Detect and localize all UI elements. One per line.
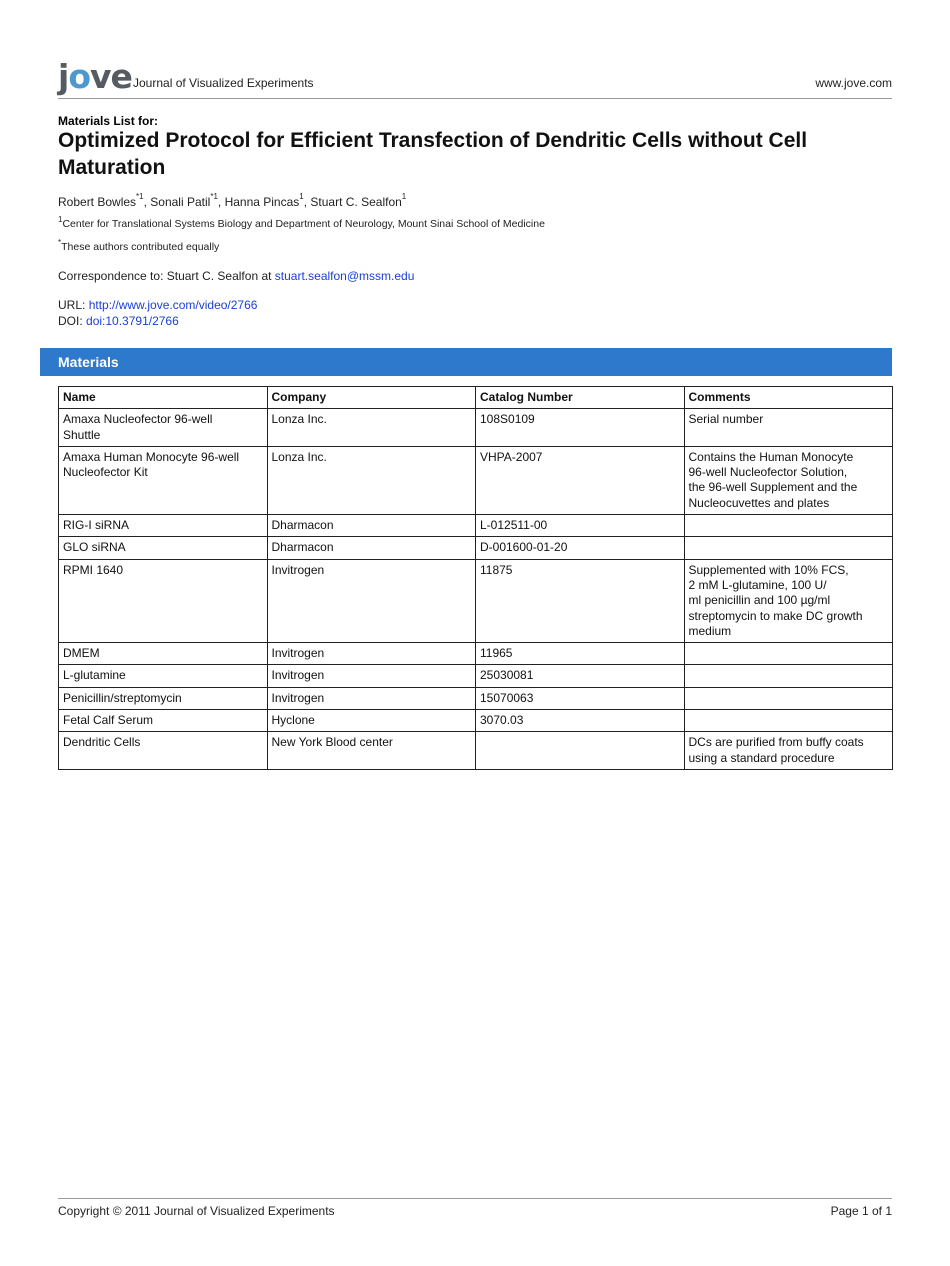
- site-url[interactable]: www.jove.com: [815, 76, 892, 90]
- cell-name: RPMI 1640: [59, 559, 268, 642]
- logo-wordmark: jove: [58, 57, 132, 96]
- materials-table: [58, 386, 893, 770]
- doi-line: [58, 314, 179, 328]
- affiliation: [58, 215, 545, 230]
- cell-catalog-number: 108S0109: [476, 409, 685, 447]
- author-separator: ,: [143, 195, 151, 209]
- author-name: Sonali Patil: [150, 195, 211, 209]
- correspondence-email-link[interactable]: stuart.sealfon@mssm.edu: [274, 269, 415, 283]
- author-list: [58, 192, 407, 209]
- cell-comments: [684, 687, 893, 709]
- cell-catalog-number: L-012511-00: [476, 515, 685, 537]
- cell-catalog-number: VHPA-2007: [476, 446, 685, 514]
- video-url-link[interactable]: http://www.jove.com/video/2766: [88, 298, 258, 312]
- author-separator: ,: [303, 195, 311, 209]
- url-label: URL:: [58, 298, 89, 312]
- cell-comments: [684, 515, 893, 537]
- cell-name: Amaxa Nucleofector 96-well Shuttle: [59, 409, 268, 447]
- page-footer: [58, 1198, 892, 1218]
- equal-contribution-note: [58, 238, 220, 253]
- cell-name: Penicillin/streptomycin: [59, 687, 268, 709]
- cell-comments: Contains the Human Monocyte 96-well Nucleofector Solution, the 96-well Supplement and the Nucleocuvettes and plates: [684, 446, 893, 514]
- author-affiliation-mark: 1: [401, 192, 407, 201]
- materials-section-header: [40, 348, 892, 376]
- doi-label: DOI:: [58, 314, 87, 328]
- url-line: [58, 298, 257, 312]
- author-name: Stuart C. Sealfon: [310, 195, 402, 209]
- cell-company: Lonza Inc.: [267, 409, 476, 447]
- cell-comments: Serial number: [684, 409, 893, 447]
- cell-name: L-glutamine: [59, 665, 268, 687]
- column-header-company: Company: [267, 387, 476, 409]
- correspondence: [58, 269, 414, 283]
- cell-name: DMEM: [59, 643, 268, 665]
- table-row: [59, 665, 893, 687]
- table-row: [59, 732, 893, 770]
- table-row: [59, 515, 893, 537]
- table-body: [59, 409, 893, 770]
- author-separator: ,: [217, 195, 225, 209]
- jove-logo[interactable]: [58, 57, 132, 96]
- author-affiliation-mark: *1: [210, 192, 218, 201]
- equal-mark: *: [58, 238, 62, 247]
- cell-comments: DCs are purified from buffy coats using a standard procedure: [684, 732, 893, 770]
- cell-comments: [684, 665, 893, 687]
- section-title: Materials: [58, 354, 119, 370]
- page-number: Page 1 of 1: [830, 1204, 892, 1218]
- author-affiliation-mark: 1: [299, 192, 304, 201]
- cell-company: Hyclone: [267, 710, 476, 732]
- correspondence-prefix: Correspondence to: Stuart C. Sealfon at: [58, 269, 275, 283]
- cell-name: RIG-I siRNA: [59, 515, 268, 537]
- cell-company: Invitrogen: [267, 643, 476, 665]
- affiliation-mark: 1: [58, 215, 63, 224]
- cell-catalog-number: 3070.03: [476, 710, 685, 732]
- copyright: Copyright © 2011 Journal of Visualized Experiments: [58, 1204, 335, 1218]
- equal-text: These authors contributed equally: [61, 241, 220, 253]
- cell-catalog-number: 11875: [476, 559, 685, 642]
- cell-comments: [684, 643, 893, 665]
- cell-catalog-number: 15070063: [476, 687, 685, 709]
- author-affiliation-mark: *1: [136, 192, 144, 201]
- table-row: [59, 710, 893, 732]
- author-name: Robert Bowles: [58, 195, 137, 209]
- cell-company: Lonza Inc.: [267, 446, 476, 514]
- cell-comments: Supplemented with 10% FCS, 2 mM L-glutamine, 100 U/ ml penicillin and 100 µg/ml streptomycin to make DC growth medium: [684, 559, 893, 642]
- table-row: [59, 643, 893, 665]
- table-row: [59, 559, 893, 642]
- table-header-row: [59, 387, 893, 409]
- cell-catalog-number: D-001600-01-20: [476, 537, 685, 559]
- cell-name: Fetal Calf Serum: [59, 710, 268, 732]
- cell-company: Invitrogen: [267, 665, 476, 687]
- cell-name: Dendritic Cells: [59, 732, 268, 770]
- cell-company: Invitrogen: [267, 559, 476, 642]
- column-header-comments: Comments: [684, 387, 893, 409]
- materials-list-kicker: Materials List for:: [58, 114, 159, 128]
- cell-catalog-number: 25030081: [476, 665, 685, 687]
- journal-name: Journal of Visualized Experiments: [133, 76, 314, 90]
- cell-name: GLO siRNA: [59, 537, 268, 559]
- page-header: [58, 58, 892, 99]
- author-name: Hanna Pincas: [224, 195, 300, 209]
- cell-company: Dharmacon: [267, 537, 476, 559]
- table-row: [59, 409, 893, 447]
- cell-company: Dharmacon: [267, 515, 476, 537]
- cell-comments: [684, 537, 893, 559]
- cell-comments: [684, 710, 893, 732]
- article-title: Optimized Protocol for Efficient Transfection of Dendritic Cells without Cell Maturation: [58, 129, 808, 179]
- table-row: [59, 687, 893, 709]
- column-header-name: Name: [59, 387, 268, 409]
- cell-catalog-number: 11965: [476, 643, 685, 665]
- cell-company: New York Blood center: [267, 732, 476, 770]
- column-header-catalog-number: Catalog Number: [476, 387, 685, 409]
- table-row: [59, 446, 893, 514]
- cell-catalog-number: [476, 732, 685, 770]
- affiliation-text: Center for Translational Systems Biology and Department of Neurology, Mount Sinai School of Medicine: [62, 218, 545, 230]
- cell-company: Invitrogen: [267, 687, 476, 709]
- table-row: [59, 537, 893, 559]
- doi-link[interactable]: doi:10.3791/2766: [86, 314, 179, 328]
- cell-name: Amaxa Human Monocyte 96-well Nucleofector Kit: [59, 446, 268, 514]
